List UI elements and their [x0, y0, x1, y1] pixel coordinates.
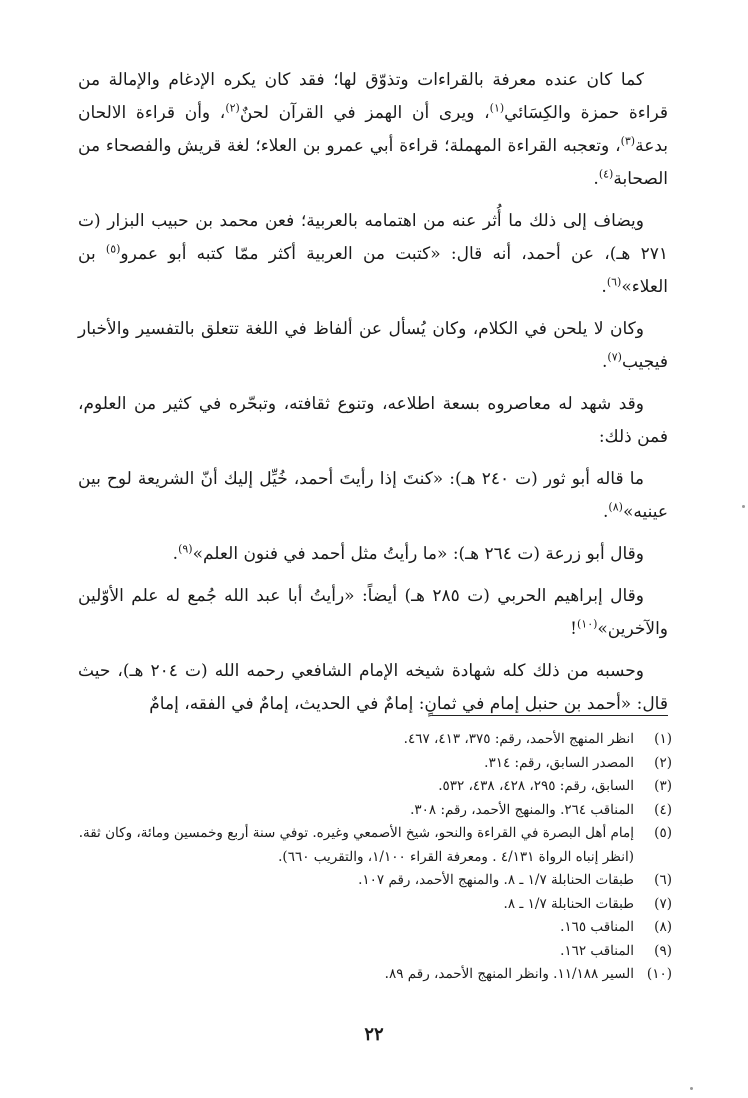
footnotes [72, 728, 672, 987]
paragraph-text: وقال أبو زرعة (ت ٢٦٤ هـ): «ما رأيتُ مثل أحمد في فنون العلم» [192, 544, 644, 564]
footnote-number: (٢) [654, 754, 672, 771]
paragraph-text: وكان لا يلحن في الكلام، وكان يُسأل عن ألفاظ في اللغة تتعلق بالتفسير والأخبار فيجيب [78, 319, 668, 372]
footnote-marker: (١٠) [576, 617, 598, 631]
paragraph-text: وقد شهد له معاصروه بسعة اطلاعه، وتنوع ثقافته، وتبحّره في كثير من العلوم، فمن ذلك: [78, 394, 668, 447]
footnote-item [72, 775, 672, 799]
margin-speck [742, 505, 745, 508]
footnote-number: (٤) [654, 801, 672, 818]
body-paragraph [78, 388, 668, 454]
footnote-text: إمام أهل البصرة في القراءة والنحو، شيخ الأصمعي وغيره. توفي سنة أربع وخمسين ومائة، وكان ثقة. (انظر إنباه الرواة ٤/١٣١ . ومعرفة القراء ١/١٠٠، والتقريب ٦٦٠). [78, 825, 634, 865]
footnote-item [72, 799, 672, 823]
body-paragraph [78, 205, 668, 304]
paragraph-text: ، وتعجبه القراءة المهملة؛ قراءة أبي عمرو بن العلاء؛ لغة قريش والفصحاء من الصحابة [78, 136, 668, 189]
body-paragraph [78, 538, 668, 571]
margin-speck [690, 1087, 693, 1090]
footnote-number: (٧) [654, 895, 672, 912]
footnote-text: المناقب ١٦٥. [560, 919, 634, 935]
footnote-marker: (١) [489, 101, 505, 115]
footnote-text: المناقب ٢٦٤. والمنهج الأحمد، رقم: ٣٠٨. [410, 801, 634, 818]
footnote-text: السير ١١/١٨٨. وانظر المنهج الأحمد، رقم ٨٩. [384, 966, 634, 982]
paragraph-text: . [172, 544, 179, 564]
footnote-marker: (٩) [178, 542, 193, 556]
footnote-marker: (٢) [225, 101, 240, 115]
paragraph-text: ويضاف إلى ذلك ما أُثر عنه من اهتمامه بالعربية؛ فعن محمد بن حبيب البزار (ت ٢٧١ هـ)، عن أحمد، أنه قال: «كتبت من العربية أكثر ممّا كتبه أبو عمرو [78, 211, 669, 264]
footnote-item [72, 822, 672, 869]
paragraph-text: وحسبه من ذلك كله شهادة شيخه الإمام الشافعي رحمه الله (ت ٢٠٤ هـ)، حيث قال: «أحمد بن حنبل إمام في ثمانٍ: إمامٌ في الحديث، إمامٌ في الفقه، إمامٌ [78, 661, 668, 714]
footnote-number: (٣) [654, 778, 672, 794]
footnote-number: (٩) [654, 942, 672, 959]
footnote-item [72, 893, 672, 917]
paragraph-text: بن العلاء» [78, 244, 668, 297]
footnote-number: (٨) [654, 919, 672, 935]
paragraph-text: . [603, 502, 609, 522]
body-paragraph [78, 313, 668, 379]
body-paragraph [78, 64, 668, 196]
footnote-text: طبقات الحنابلة ١/٧ ـ ٨. [503, 895, 634, 912]
footnote-text: المناقب ١٦٢. [560, 942, 634, 959]
footnote-separator [432, 715, 668, 716]
paragraph-text: ، ويرى أن الهمز في القرآن لحنٌ [239, 103, 490, 123]
body-paragraph [78, 463, 668, 529]
footnote-marker: (٤) [598, 167, 614, 181]
footnote-number: (١٠) [646, 966, 672, 982]
main-text [78, 64, 668, 730]
paragraph-text: ما قاله أبو ثور (ت ٢٤٠ هـ): «كنتَ إذا رأيتَ أحمد، خُيِّل إليك أنّ الشريعة لوح بين عينيه» [78, 469, 668, 522]
footnote-item [72, 752, 672, 776]
footnote-number: (٦) [654, 872, 672, 888]
footnote-item [72, 869, 672, 893]
paragraph-text: . [601, 277, 607, 297]
footnote-marker: (٣) [620, 134, 636, 148]
paragraph-text: . [593, 169, 599, 189]
footnote-text: السابق، رقم: ٢٩٥، ٤٢٨، ٤٣٨، ٥٣٢. [438, 778, 634, 794]
footnote-number: (١) [654, 731, 672, 747]
paragraph-text: ، وأن قراءة الالحان بدعة [78, 103, 668, 156]
footnote-number: (٥) [654, 825, 672, 841]
footnote-item [72, 916, 672, 940]
footnote-text: انظر المنهج الأحمد، رقم: ٣٧٥، ٤١٣، ٤٦٧. [403, 731, 634, 747]
paragraph-text: ! [570, 619, 577, 639]
footnote-marker: (٧) [607, 350, 622, 364]
footnote-item [72, 728, 672, 752]
footnote-text: طبقات الحنابلة ١/٧ ـ ٨. والمنهج الأحمد، رقم ١٠٧. [358, 872, 634, 888]
body-paragraph [78, 580, 668, 646]
footnote-marker: (٦) [606, 275, 622, 289]
page-number: ٢٢ [364, 1024, 384, 1045]
footnote-marker: (٥) [105, 242, 121, 256]
body-paragraph [78, 655, 668, 721]
paragraph-text: كما كان عنده معرفة بالقراءات وتذوّق لها؛ فقد كان يكره الإدغام والإمالة من قراءة حمزة والكِسَائي [78, 70, 669, 123]
footnote-item [72, 963, 672, 987]
footnote-text: المصدر السابق، رقم: ٣١٤. [484, 754, 634, 771]
paragraph-text: . [602, 352, 608, 372]
paragraph-text: وقال إبراهيم الحربي (ت ٢٨٥ هـ) أيضاً: «رأيتُ أبا عبد الله جُمع له علم الأوّلين والآخرين» [78, 586, 668, 639]
footnote-item [72, 940, 672, 964]
footnote-marker: (٨) [608, 500, 623, 514]
